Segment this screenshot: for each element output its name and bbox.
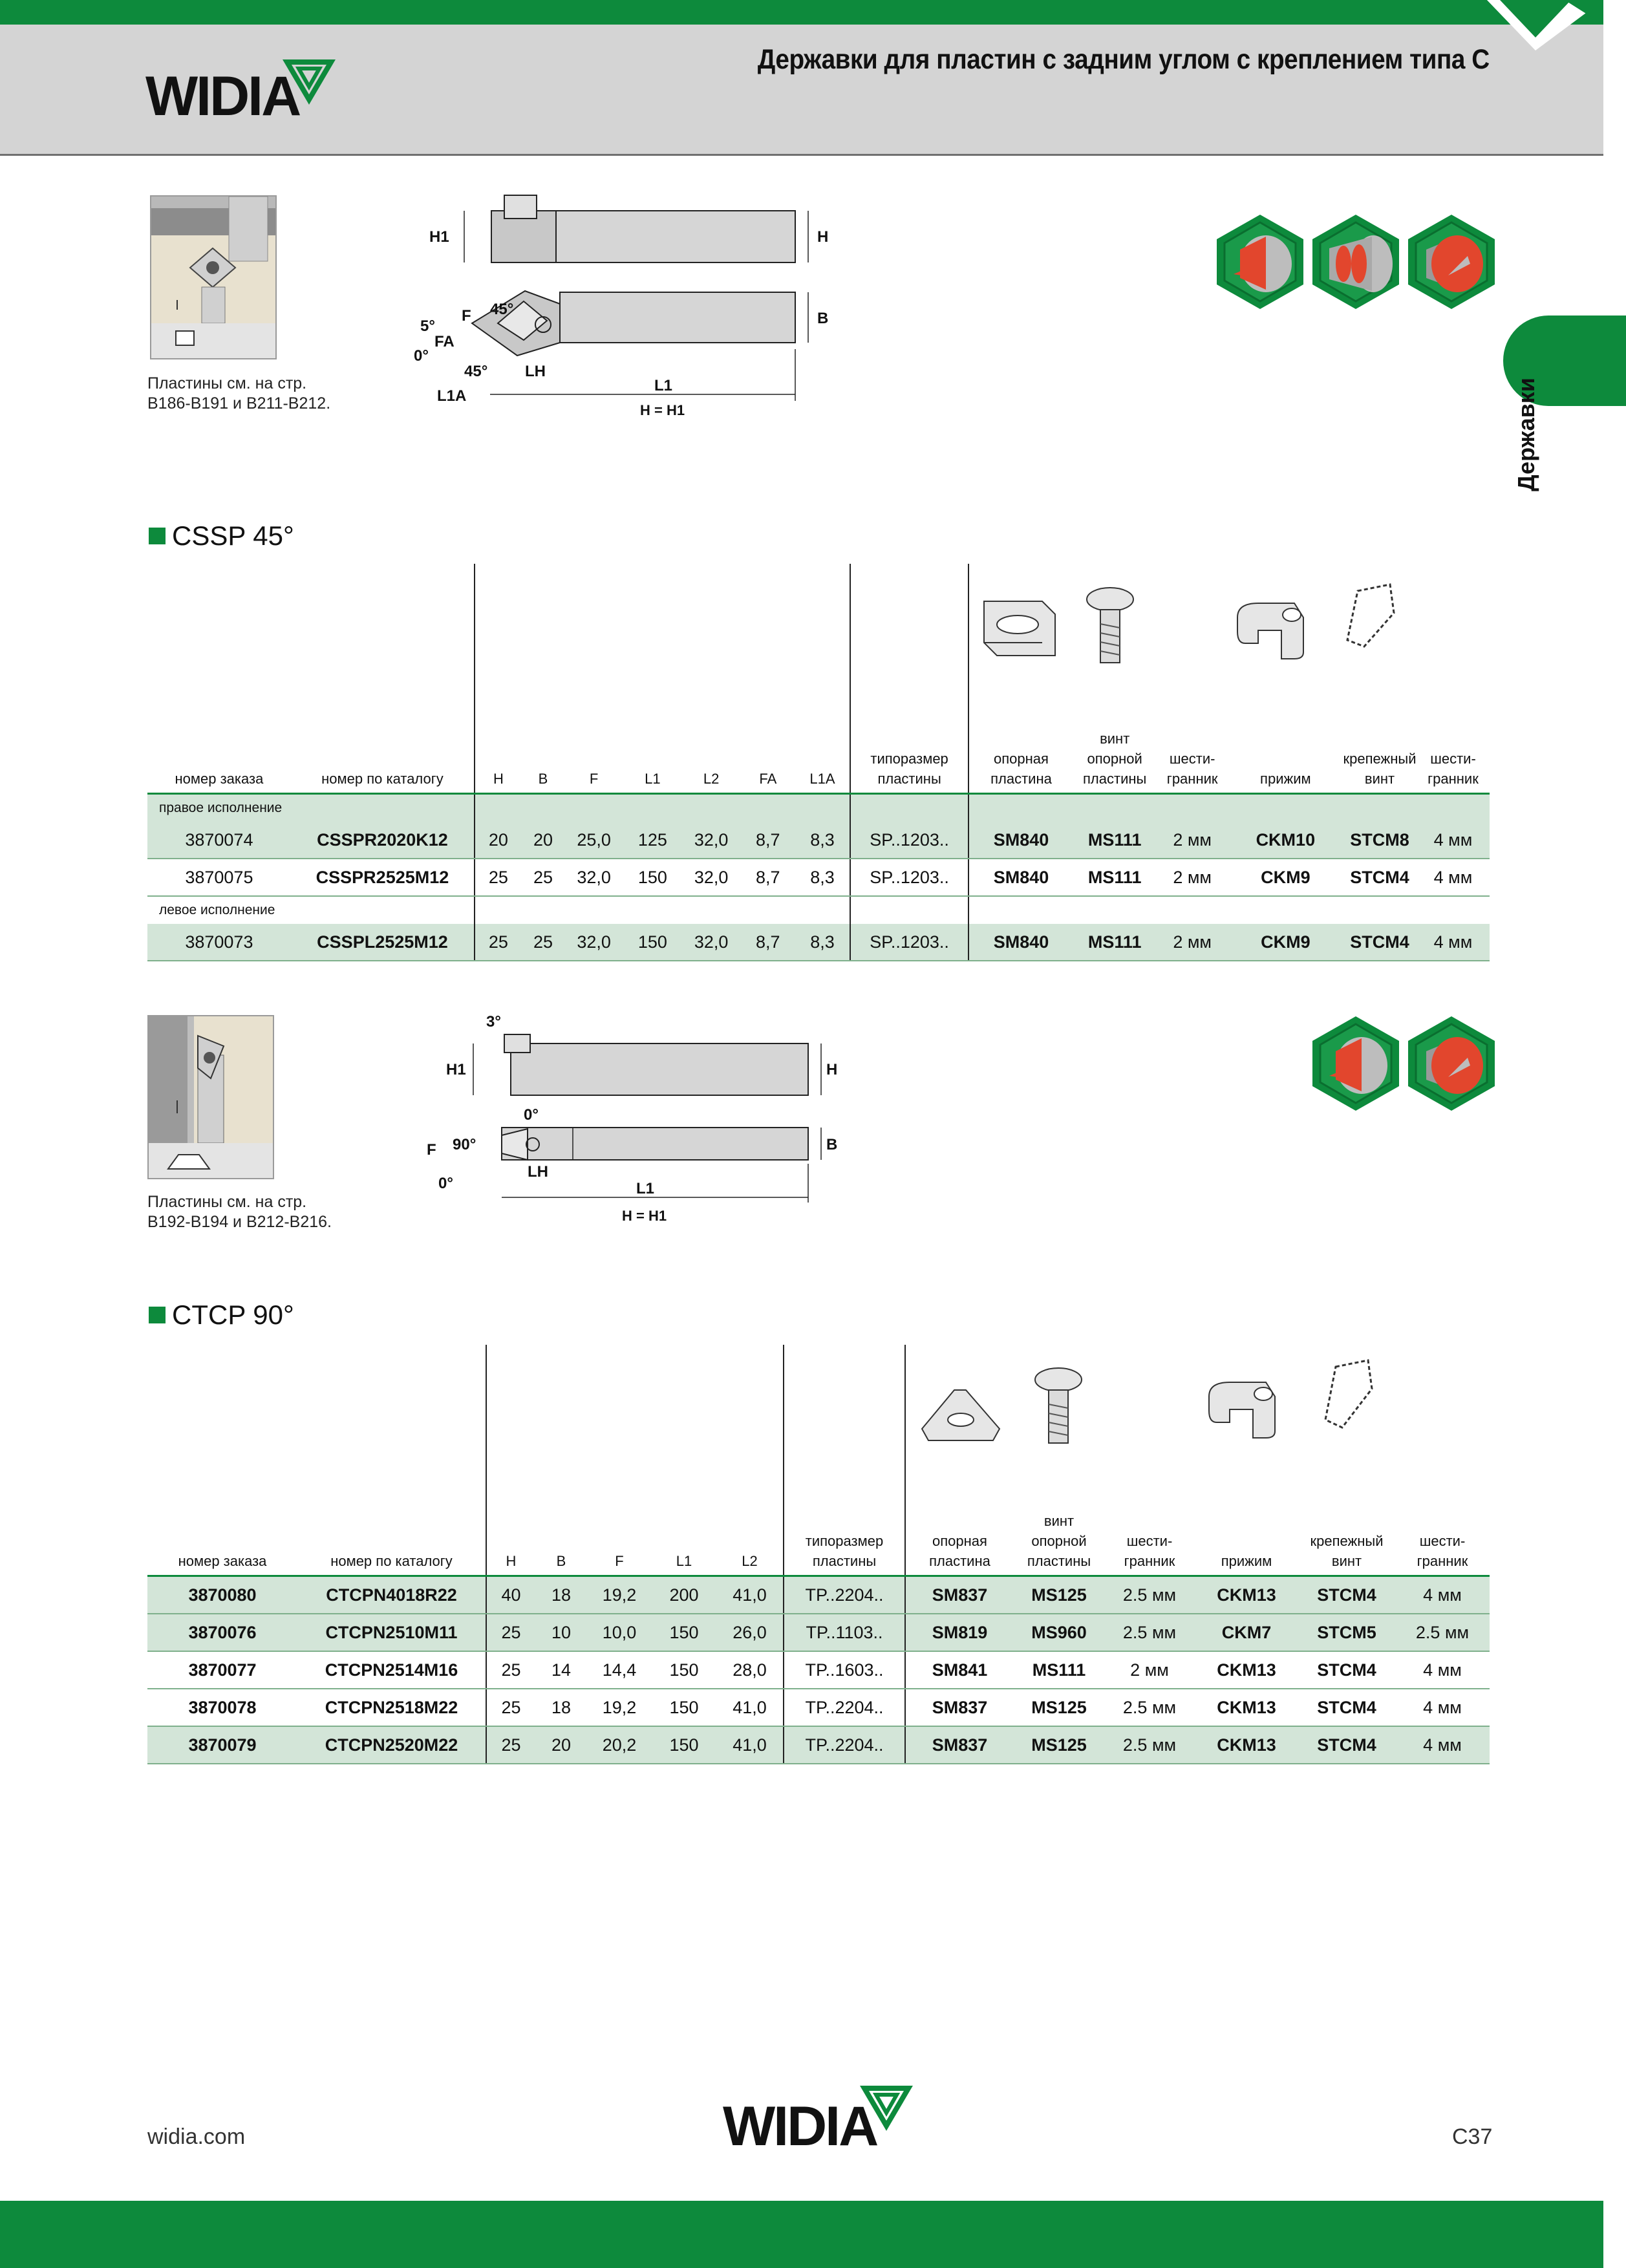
col-b-2: B (535, 1345, 587, 1576)
cell-clamp: CKM9 (1228, 859, 1343, 896)
col-insert-size-2-l2: пластины (812, 1553, 877, 1569)
col-l2-2: L2 (716, 1345, 784, 1576)
cell-catalog: CTCPN2518M22 (297, 1689, 486, 1726)
col-clamp-screw-2-l1: крепежный (1310, 1533, 1384, 1549)
col-hex-key-1-2-l2: гранник (1124, 1553, 1175, 1569)
inserts-note-2 (147, 1192, 332, 1232)
col-hex-key-2-2-l2: гранник (1417, 1553, 1468, 1569)
cell-hex-key-2: 4 мм (1395, 1651, 1490, 1689)
cell-l2: 28,0 (716, 1651, 784, 1689)
col-hex-key-1-l2: гранник (1166, 771, 1218, 787)
col-hex-key-2 (1417, 564, 1490, 794)
holder-thumbnail (150, 195, 277, 359)
col-clamp-screw-2 (1298, 1345, 1395, 1576)
cell-clamp: CKM7 (1195, 1614, 1298, 1651)
cell-f: 32,0 (564, 924, 623, 961)
cell-clamp: CKM13 (1195, 1689, 1298, 1726)
dim-l1: L1 (654, 377, 673, 394)
col-f-2: F (587, 1345, 652, 1576)
cell-l1: 150 (652, 1614, 716, 1651)
ctcp-header-row (147, 1345, 1490, 1576)
cell-clamp: CKM13 (1195, 1726, 1298, 1764)
dim-angle-0-top: 0° (524, 1106, 539, 1124)
cell-l1a: 8,3 (795, 822, 850, 859)
col-insert-size (850, 564, 969, 794)
col-plate-screw (1073, 564, 1157, 794)
dim-angle-90: 90° (453, 1136, 476, 1153)
dim-angle-3: 3° (486, 1013, 501, 1031)
col-clamp-2: прижим (1195, 1345, 1298, 1576)
cell-order: 3870073 (147, 924, 291, 961)
cell-l1: 150 (652, 1726, 716, 1764)
cell-l2: 41,0 (716, 1689, 784, 1726)
cell-order: 3870080 (147, 1576, 297, 1614)
footer-bar (0, 2201, 1603, 2268)
group-right-hand-label: правое исполнение (147, 794, 475, 822)
cell-order: 3870074 (147, 822, 291, 859)
dim-fa: FA (434, 333, 455, 350)
dim-b: B (817, 310, 829, 327)
cell-l1: 200 (652, 1576, 716, 1614)
col-support-plate-l2: пластина (990, 771, 1052, 787)
col-clamp-screw (1343, 564, 1417, 794)
table-row[interactable] (147, 1651, 1490, 1689)
holder-sketch-icon (151, 197, 275, 358)
cell-insert-size: TP..2204.. (784, 1576, 905, 1614)
cell-catalog: CTCPN2514M16 (297, 1651, 486, 1689)
col-catalog-number: номер по каталогу (291, 564, 475, 794)
cell-clamp-screw: STCM4 (1298, 1651, 1395, 1689)
col-l2: L2 (682, 564, 741, 794)
footer-logo-text: WIDIA (723, 2095, 877, 2157)
cell-hex-key-1: 2 мм (1157, 822, 1228, 859)
cell-insert-size: TP..2204.. (784, 1726, 905, 1764)
col-hex-key-1-2 (1104, 1345, 1195, 1576)
cell-hex-key-2: 4 мм (1417, 859, 1490, 896)
col-support-plate-2 (905, 1345, 1014, 1576)
cell-l1: 150 (652, 1651, 716, 1689)
col-insert-size-2 (784, 1345, 905, 1576)
group-left-hand-label: левое исполнение (147, 896, 475, 924)
cell-plate-screw: MS125 (1014, 1576, 1104, 1614)
cell-f: 10,0 (587, 1614, 652, 1651)
cell-hex-key-1: 2.5 мм (1104, 1689, 1195, 1726)
col-plate-screw-2 (1014, 1345, 1104, 1576)
cell-plate-screw: MS111 (1073, 924, 1157, 961)
cell-support-plate: SM837 (905, 1689, 1014, 1726)
table-row[interactable] (147, 1726, 1490, 1764)
col-hex-key-2-l1: шести- (1430, 751, 1476, 767)
cssp-drawing (414, 187, 829, 420)
cell-l2: 41,0 (716, 1576, 784, 1614)
dim-h-eq-h1: H = H1 (640, 402, 685, 418)
cell-l1: 150 (623, 924, 682, 961)
hex-icon-turning-2 (1310, 1015, 1402, 1112)
col-fa: FA (740, 564, 795, 794)
section-title-cssp (149, 520, 294, 551)
widia-logo (145, 65, 299, 129)
col-order-number-2: номер заказа (147, 1345, 297, 1576)
cell-order: 3870076 (147, 1614, 297, 1651)
ctcp-drawing (401, 1009, 853, 1228)
col-insert-size-2-l1: типоразмер (805, 1533, 884, 1549)
side-tab-label: Державки (1513, 378, 1539, 491)
table-row[interactable] (147, 1614, 1490, 1651)
cell-f: 19,2 (587, 1689, 652, 1726)
cell-b: 18 (535, 1576, 587, 1614)
cell-h: 25 (475, 924, 522, 961)
cell-h: 25 (475, 859, 522, 896)
cell-l2: 32,0 (682, 924, 741, 961)
cell-hex-key-2: 4 мм (1417, 822, 1490, 859)
dim-angle-5: 5° (420, 317, 435, 335)
cell-plate-screw: MS111 (1073, 822, 1157, 859)
cell-plate-screw: MS125 (1014, 1726, 1104, 1764)
cell-support-plate: SM840 (968, 822, 1073, 859)
table-row[interactable] (147, 822, 1490, 859)
cell-insert-size: TP..2204.. (784, 1689, 905, 1726)
col-support-plate (968, 564, 1073, 794)
col-hex-key-2-2 (1395, 1345, 1490, 1576)
dim-b-2: B (826, 1136, 838, 1153)
cell-hex-key-1: 2.5 мм (1104, 1576, 1195, 1614)
cell-order: 3870078 (147, 1689, 297, 1726)
col-l1: L1 (623, 564, 682, 794)
col-support-plate-l1: опорная (994, 751, 1049, 767)
col-hex-key-2-2-l1: шести- (1419, 1533, 1466, 1549)
page-number: C37 (1452, 2124, 1493, 2149)
cell-insert-size: SP..1203.. (850, 859, 969, 896)
cell-fa: 8,7 (740, 924, 795, 961)
table-row[interactable] (147, 924, 1490, 961)
cell-hex-key-2: 2.5 мм (1395, 1614, 1490, 1651)
dim-h-eq-h1-2: H = H1 (622, 1208, 667, 1224)
col-plate-screw-2-l1: винт (1043, 1513, 1075, 1529)
dim-lh-2: LH (528, 1163, 548, 1181)
dim-angle-45b: 45° (464, 363, 488, 380)
col-hex-key-1 (1157, 564, 1228, 794)
cell-clamp-screw: STCM4 (1343, 859, 1417, 896)
group-left-hand (147, 896, 1490, 924)
cell-catalog: CTCPN2510M11 (297, 1614, 486, 1651)
hex-icon-profiling (1310, 213, 1402, 310)
col-plate-screw-l2: опорной (1087, 751, 1142, 767)
inserts-note-2-line2: B192-B194 и B212-B216. (147, 1213, 332, 1231)
cell-h: 25 (486, 1689, 535, 1726)
cell-l2: 41,0 (716, 1726, 784, 1764)
cell-catalog: CSSPR2020K12 (291, 822, 475, 859)
table-row[interactable] (147, 1689, 1490, 1726)
dim-l1a: L1A (437, 387, 467, 405)
dim-h-2: H (826, 1061, 838, 1078)
cell-plate-screw: MS111 (1014, 1651, 1104, 1689)
col-l1a: L1A (795, 564, 850, 794)
col-plate-screw-l3: пластины (1083, 771, 1147, 787)
dim-l1-2: L1 (636, 1180, 655, 1197)
cell-hex-key-2: 4 мм (1417, 924, 1490, 961)
cell-hex-key-1: 2 мм (1104, 1651, 1195, 1689)
cell-l2: 26,0 (716, 1614, 784, 1651)
cell-catalog: CTCPN2520M22 (297, 1726, 486, 1764)
cell-order: 3870079 (147, 1726, 297, 1764)
section-title-ctcp (149, 1300, 294, 1331)
col-clamp-screw-l2: винт (1364, 771, 1395, 787)
cell-clamp: CKM10 (1228, 822, 1343, 859)
cell-plate-screw: MS125 (1014, 1689, 1104, 1726)
holder-thumbnail-2 (147, 1015, 274, 1179)
cell-l1: 150 (652, 1689, 716, 1726)
cell-clamp-screw: STCM8 (1343, 822, 1417, 859)
cell-b: 20 (522, 822, 565, 859)
cell-b: 14 (535, 1651, 587, 1689)
group-right-hand (147, 794, 1490, 822)
widia-triangle-icon (284, 59, 336, 105)
ctcp-table (147, 1345, 1490, 1764)
cell-l1: 125 (623, 822, 682, 859)
cell-insert-size: TP..1103.. (784, 1614, 905, 1651)
cell-b: 10 (535, 1614, 587, 1651)
cell-hex-key-1: 2 мм (1157, 859, 1228, 896)
col-support-plate-2-l1: опорная (932, 1533, 987, 1549)
cell-clamp-screw: STCM4 (1343, 924, 1417, 961)
dim-f-2: F (427, 1141, 436, 1159)
cell-f: 32,0 (564, 859, 623, 896)
dim-f: F (462, 307, 471, 325)
cell-fa: 8,7 (740, 822, 795, 859)
cell-insert-size: SP..1203.. (850, 924, 969, 961)
cell-hex-key-1: 2 мм (1157, 924, 1228, 961)
inserts-note-2-line1: Пластины см. на стр. (147, 1193, 307, 1211)
dim-angle-45: 45° (490, 301, 514, 318)
col-clamp: прижим (1228, 564, 1343, 794)
dim-angle-0-bottom: 0° (438, 1175, 453, 1192)
cell-hex-key-1: 2.5 мм (1104, 1726, 1195, 1764)
cssp-table (147, 564, 1490, 961)
cell-l1a: 8,3 (795, 924, 850, 961)
cell-clamp-screw: STCM4 (1298, 1576, 1395, 1614)
col-plate-screw-l1: винт (1100, 731, 1130, 747)
cell-clamp: CKM9 (1228, 924, 1343, 961)
dim-h: H (817, 228, 829, 246)
dim-h1-2: H1 (446, 1061, 466, 1078)
section-bullet-icon (149, 1307, 166, 1323)
cell-h: 25 (486, 1726, 535, 1764)
col-insert-size-l2: пластины (877, 771, 941, 787)
cell-order: 3870075 (147, 859, 291, 896)
dim-lh: LH (525, 363, 546, 380)
cell-clamp-screw: STCM4 (1298, 1726, 1395, 1764)
col-hex-key-2-l2: гранник (1428, 771, 1479, 787)
cell-catalog: CSSPR2525M12 (291, 859, 475, 896)
cell-clamp: CKM13 (1195, 1651, 1298, 1689)
cell-support-plate: SM837 (905, 1726, 1014, 1764)
hex-icon-facing (1406, 213, 1497, 310)
cell-f: 19,2 (587, 1576, 652, 1614)
dim-angle-0: 0° (414, 347, 429, 365)
cell-catalog: CTCPN4018R22 (297, 1576, 486, 1614)
col-clamp-screw-2-l2: винт (1331, 1553, 1362, 1569)
col-plate-screw-2-l2: опорной (1031, 1533, 1087, 1549)
cell-h: 25 (486, 1614, 535, 1651)
cell-b: 20 (535, 1726, 587, 1764)
cell-support-plate: SM841 (905, 1651, 1014, 1689)
col-clamp-screw-l1: крепежный (1343, 751, 1417, 767)
cell-h: 40 (486, 1576, 535, 1614)
cell-hex-key-2: 4 мм (1395, 1726, 1490, 1764)
corner-marker-icon (1487, 0, 1603, 52)
col-insert-size-l1: типоразмер (870, 751, 948, 767)
cell-plate-screw: MS960 (1014, 1614, 1104, 1651)
col-b: B (522, 564, 565, 794)
top-bar (0, 0, 1603, 25)
cell-b: 25 (522, 924, 565, 961)
inserts-note (147, 374, 330, 414)
col-h-2: H (486, 1345, 535, 1576)
page-title: Державки для пластин с задним углом с креплением типа С (757, 44, 1490, 75)
section-title-cssp-text: CSSP 45° (172, 520, 294, 551)
cell-l1: 150 (623, 859, 682, 896)
col-plate-screw-2-l3: пластины (1027, 1553, 1091, 1569)
cell-h: 20 (475, 822, 522, 859)
cell-support-plate: SM840 (968, 924, 1073, 961)
col-f: F (564, 564, 623, 794)
cell-plate-screw: MS111 (1073, 859, 1157, 896)
inserts-note-line2: B186-B191 и B211-B212. (147, 394, 331, 412)
cell-l2: 32,0 (682, 859, 741, 896)
cell-fa: 8,7 (740, 859, 795, 896)
cell-f: 25,0 (564, 822, 623, 859)
cell-hex-key-2: 4 мм (1395, 1689, 1490, 1726)
cell-hex-key-1: 2.5 мм (1104, 1614, 1195, 1651)
cell-order: 3870077 (147, 1651, 297, 1689)
cell-support-plate: SM819 (905, 1614, 1014, 1651)
cell-b: 25 (522, 859, 565, 896)
cell-f: 14,4 (587, 1651, 652, 1689)
logo-text: WIDIA (145, 65, 300, 127)
cell-clamp: CKM13 (1195, 1576, 1298, 1614)
footer-triangle-icon (862, 2086, 914, 2131)
cell-support-plate: SM840 (968, 859, 1073, 896)
footer-url[interactable]: widia.com (147, 2124, 246, 2149)
cell-insert-size: TP..1603.. (784, 1651, 905, 1689)
inserts-note-line1: Пластины см. на стр. (147, 374, 307, 392)
cell-clamp-screw: STCM4 (1298, 1689, 1395, 1726)
hex-icon-facing-2 (1406, 1015, 1497, 1112)
col-l1-2: L1 (652, 1345, 716, 1576)
col-hex-key-1-l1: шести- (1169, 751, 1215, 767)
holder-sketch-2-icon (149, 1016, 273, 1178)
cell-l2: 32,0 (682, 822, 741, 859)
table-row[interactable] (147, 1576, 1490, 1614)
dim-h1: H1 (429, 228, 449, 246)
cssp-header-row (147, 564, 1490, 794)
col-order-number: номер заказа (147, 564, 291, 794)
cell-catalog: CSSPL2525M12 (291, 924, 475, 961)
col-hex-key-1-2-l1: шести- (1126, 1533, 1173, 1549)
footer-logo (723, 2095, 877, 2159)
cell-f: 20,2 (587, 1726, 652, 1764)
col-catalog-number-2: номер по каталогу (297, 1345, 486, 1576)
section-bullet-icon (149, 528, 166, 544)
cell-hex-key-2: 4 мм (1395, 1576, 1490, 1614)
col-h: H (475, 564, 522, 794)
table-row[interactable] (147, 859, 1490, 896)
section-title-ctcp-text: CTCP 90° (172, 1300, 294, 1330)
cell-l1a: 8,3 (795, 859, 850, 896)
cell-support-plate: SM837 (905, 1576, 1014, 1614)
cell-clamp-screw: STCM5 (1298, 1614, 1395, 1651)
cell-b: 18 (535, 1689, 587, 1726)
cell-h: 25 (486, 1651, 535, 1689)
col-support-plate-2-l2: пластина (929, 1553, 990, 1569)
hex-icon-turning (1214, 213, 1306, 310)
cell-insert-size: SP..1203.. (850, 822, 969, 859)
